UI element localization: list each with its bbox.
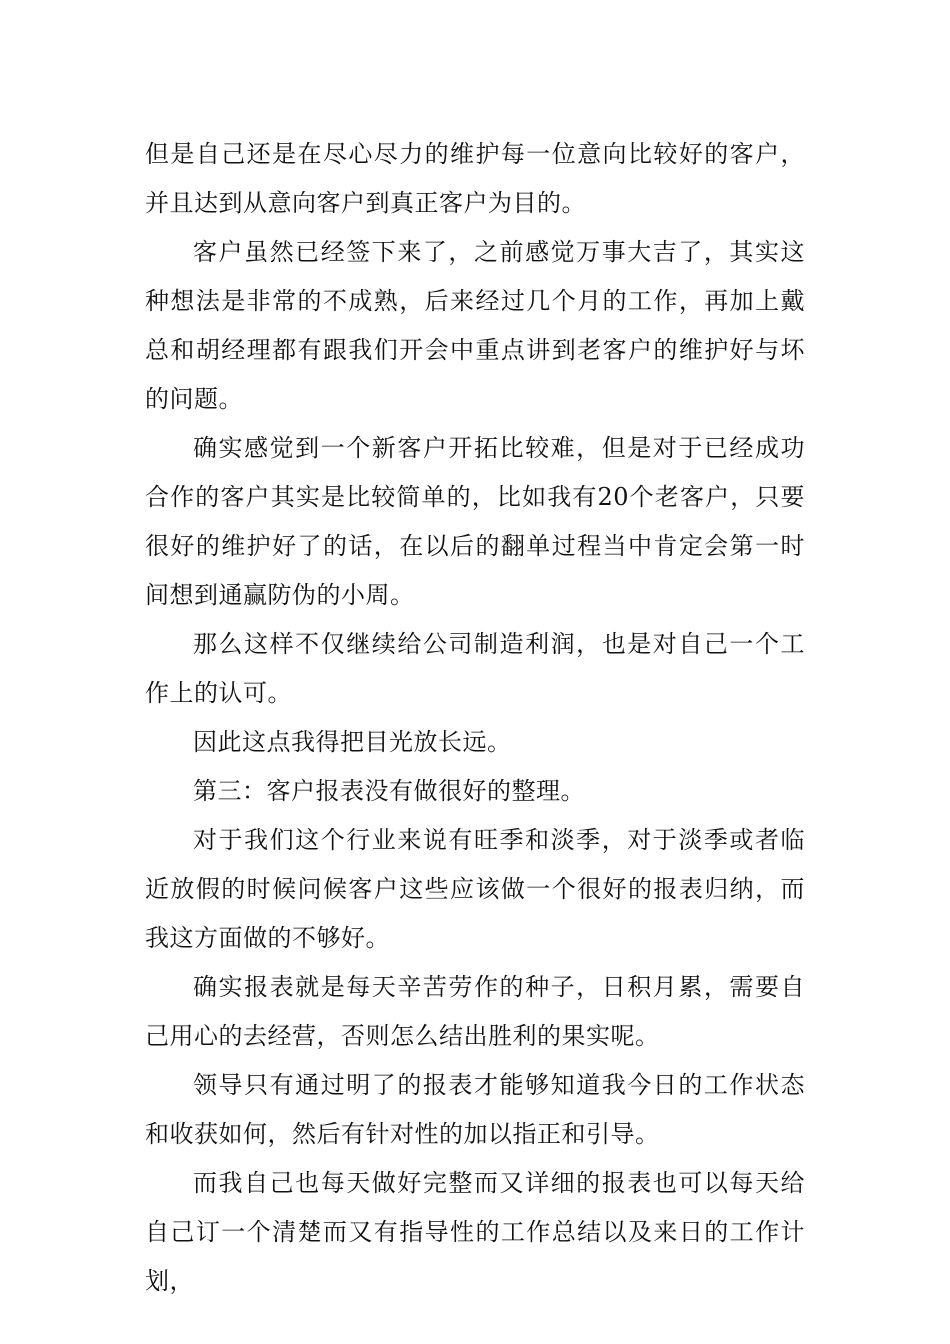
paragraph-4: 那么这样不仅继续给公司制造利润，也是对自己一个工作上的认可。	[145, 630, 805, 707]
paragraph-7: 对于我们这个行业来说有旺季和淡季，对于淡季或者临近放假的时候问候客户这些应该做一个很好的报表归纳，而我这方面做的不够好。	[145, 826, 805, 952]
paragraph-10: 而我自己也每天做好完整而又详细的报表也可以每天给自己订一个清楚而又有指导性的工作总结以及来日的工作计划，	[145, 1169, 805, 1295]
paragraph-8: 确实报表就是每天辛苦劳作的种子，日积月累，需要自己用心的去经营，否则怎么结出胜利的果实呢。	[145, 973, 805, 1050]
paragraph-3: 确实感觉到一个新客户开拓比较难，但是对于已经成功合作的客户其实是比较简单的，比如我有20个老客户，只要很好的维护好了的话，在以后的翻单过程当中肯定会第一时间想到通赢防伪的小周。	[145, 434, 805, 609]
paragraph-9: 领导只有通过明了的报表才能够知道我今日的工作状态和收获如何，然后有针对性的加以指正和引导。	[145, 1071, 805, 1148]
paragraph-1: 但是自己还是在尽心尽力的维护每一位意向比较好的客户，并且达到从意向客户到真正客户为目的。	[145, 140, 805, 217]
paragraph-6: 第三：客户报表没有做很好的整理。	[193, 777, 585, 805]
document-body	[145, 130, 805, 1306]
paragraph-5: 因此这点我得把目光放长远。	[193, 728, 512, 756]
paragraph-2: 客户虽然已经签下来了，之前感觉万事大吉了，其实这种想法是非常的不成熟，后来经过几个月的工作，再加上戴总和胡经理都有跟我们开会中重点讲到老客户的维护好与坏的问题。	[145, 238, 805, 413]
